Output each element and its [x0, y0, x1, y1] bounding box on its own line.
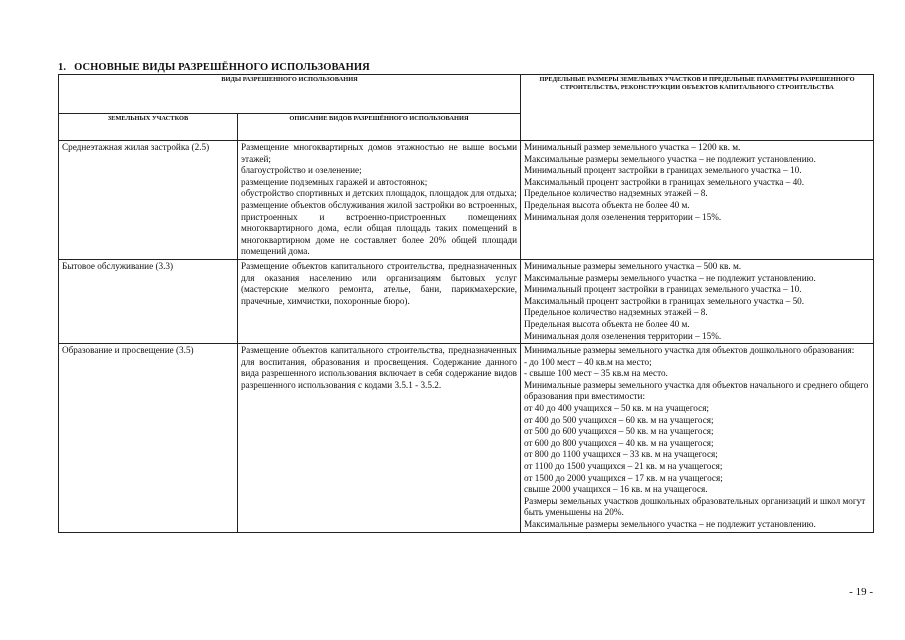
land-use-parameters	[521, 344, 874, 533]
parameter-line: от 500 до 600 учащихся – 50 кв. м на учащегося;	[524, 426, 714, 437]
parameter-line: Минимальная доля озеленения территории – 15%.	[524, 211, 722, 222]
header-description: ОПИСАНИЕ ВИДОВ РАЗРЕШЁННОГО ИСПОЛЬЗОВАНИЯ	[238, 114, 521, 141]
parameter-line: Максимальные размеры земельного участка – не подлежит установлению.	[524, 272, 816, 283]
parameter-line: Минимальные размеры земельного участка для объектов начального и среднего общего образования при вместимости:	[524, 379, 869, 402]
section-heading	[58, 62, 370, 73]
parameter-line: Максимальные размеры земельного участка – не подлежит установлению.	[524, 519, 816, 529]
land-use-description	[238, 344, 521, 533]
parameter-line: от 40 до 400 учащихся – 50 кв. м на учащегося;	[524, 403, 709, 414]
parameter-line: Минимальный процент застройки в границах земельного участка – 10.	[524, 284, 802, 295]
parameter-line: Максимальные размеры земельного участка – не подлежит установлению.	[524, 153, 816, 164]
header-group-uses: ВИДЫ РАЗРЕШЕННОГО ИСПОЛЬЗОВАНИЯ	[59, 75, 521, 114]
land-use-type: Образование и просвещение (3.5)	[59, 344, 238, 533]
header-parameters: ПРЕДЕЛЬНЫЕ РАЗМЕРЫ ЗЕМЕЛЬНЫХ УЧАСТКОВ И ПРЕДЕЛЬНЫЕ ПАРАМЕТРЫ РАЗРЕШЕННОГО СТРОИТЕЛЬСТВА, РЕКОНСТРУКЦИИ ОБЪЕКТОВ КАПИТАЛЬНОГО СТРОИТЕЛЬСТВА	[521, 75, 874, 141]
land-use-parameters	[521, 259, 874, 343]
parameter-line: Предельная высота объекта не более 40 м.	[524, 199, 690, 210]
description-line: размещение объектов обслуживания жилой застройки во встроенных, пристроенных и встроенно-пристроенных помещениях многоквартирного дома, если общая площадь таких помещений в многоквартирном доме не составляет более 20% общей площади помещений дома.	[241, 199, 518, 257]
section-title: ОСНОВНЫЕ ВИДЫ РАЗРЕШЁННОГО ИСПОЛЬЗОВАНИЯ	[74, 62, 370, 73]
parameter-line: - свыше 100 мест – 35 кв.м на место.	[524, 368, 668, 379]
parameter-line: от 800 до 1100 учащихся – 33 кв. м на учащегося;	[524, 449, 718, 460]
page-number: - 19 -	[849, 586, 873, 598]
parameter-line: Предельное количество надземных этажей – 8.	[524, 188, 708, 199]
parameter-line: свыше 2000 учащихся – 16 кв. м на учащегося.	[524, 484, 708, 495]
description-line: Размещение объектов капитального строительства, предназначенных для оказания населению или организациям бытовых услуг (мастерские мелкого ремонта, ателье, бани, парикмахерские, прачечные, химчистки, похоронные бюро).	[241, 260, 518, 306]
land-use-type: Бытовое обслуживание (3.3)	[59, 259, 238, 343]
parameter-line: от 600 до 800 учащихся – 40 кв. м на учащегося;	[524, 437, 714, 448]
description-line: Размещение объектов капитального строительства, предназначенных для воспитания, образования и просвещения. Содержание данного вида разрешенного использования включает в себя содержание видов разрешенного использования с кодами 3.5.1 - 3.5.2.	[241, 345, 518, 390]
table-body	[59, 141, 874, 533]
land-use-parameters	[521, 141, 874, 260]
description-line: Размещение многоквартирных домов этажностью не выше восьми этажей;	[241, 142, 518, 164]
table-row	[59, 344, 874, 533]
description-line: размещение подземных гаражей и автостоянок;	[241, 176, 428, 187]
parameter-line: Минимальный процент застройки в границах земельного участка – 10.	[524, 165, 802, 176]
parameter-line: Максимальный процент застройки в границах земельного участка – 50.	[524, 295, 805, 306]
table-row	[59, 141, 874, 260]
description-line: обустройство спортивных и детских площадок, площадок для отдыха;	[241, 188, 517, 199]
land-use-table	[58, 74, 874, 533]
parameter-line: Минимальные размеры земельного участка для объектов дошкольного образования:	[524, 345, 855, 356]
parameter-line: - до 100 мест – 40 кв.м на место;	[524, 356, 652, 367]
parameter-line: Предельное количество надземных этажей – 8.	[524, 307, 708, 318]
parameter-line: Минимальная доля озеленения территории – 15%.	[524, 330, 722, 341]
parameter-line: Размеры земельных участков дошкольных образовательных организаций и школ могут быть уменьшены на 20%.	[524, 495, 866, 518]
land-use-type: Среднеэтажная жилая застройка (2.5)	[59, 141, 238, 260]
table-row	[59, 259, 874, 343]
parameter-line: от 1500 до 2000 учащихся – 17 кв. м на учащегося;	[524, 472, 723, 483]
parameter-line: Минимальный размер земельного участка – 1200 кв. м.	[524, 142, 741, 152]
parameter-line: от 1100 до 1500 учащихся – 21 кв. м на учащегося;	[524, 461, 723, 472]
parameter-line: Предельная высота объекта не более 40 м.	[524, 318, 690, 329]
description-line: благоустройство и озеленение;	[241, 165, 362, 176]
land-use-description	[238, 259, 521, 343]
parameter-line: Минимальные размеры земельного участка – 500 кв. м.	[524, 260, 742, 271]
land-use-description	[238, 141, 521, 260]
parameter-line: от 400 до 500 учащихся – 60 кв. м на учащегося;	[524, 414, 714, 425]
header-land-plots: ЗЕМЕЛЬНЫХ УЧАСТКОВ	[59, 114, 238, 141]
section-number: 1.	[58, 62, 67, 73]
parameter-line: Максимальный процент застройки в границах земельного участка – 40.	[524, 176, 805, 187]
